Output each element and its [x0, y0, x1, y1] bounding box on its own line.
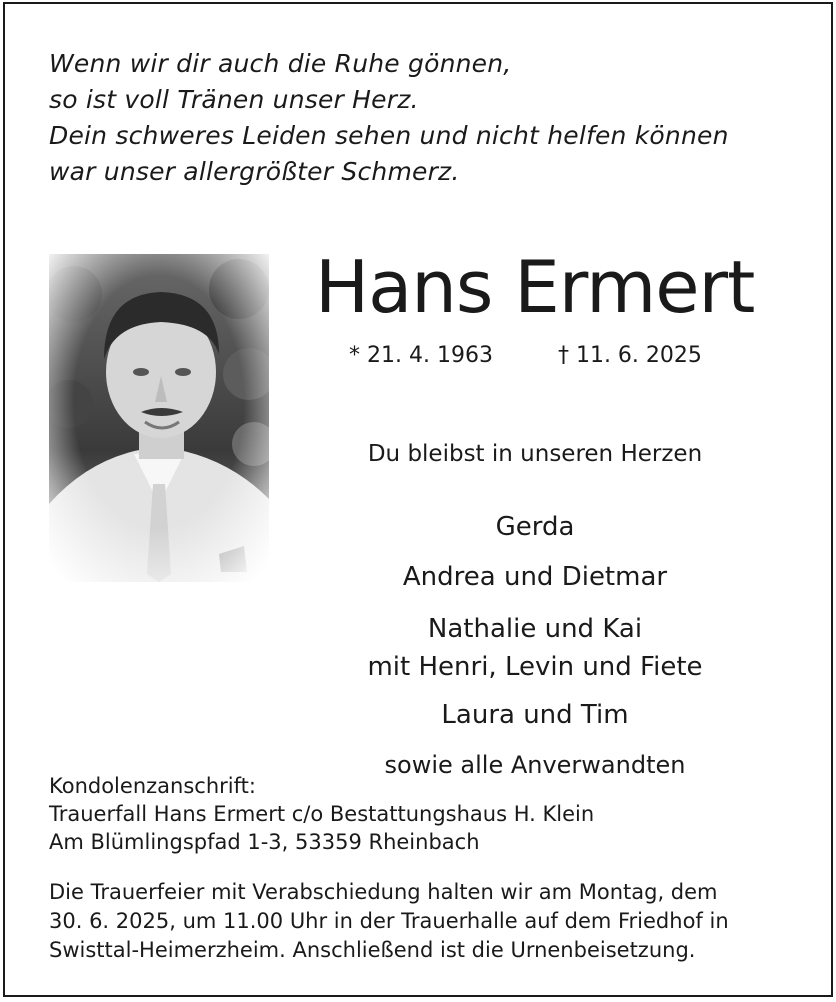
condolence-address: [49, 772, 594, 856]
address-line: Am Blümlingspfad 1-3, 53359 Rheinbach: [49, 830, 480, 854]
family-member: mit Henri, Levin und Fiete: [367, 652, 703, 682]
family-member: Andrea und Dietmar: [402, 562, 668, 592]
ceremony-line: 30. 6. 2025, um 11.00 Uhr in der Trauerhalle auf dem Friedhof in: [49, 909, 729, 933]
obituary-card: [3, 2, 833, 997]
family-member: sowie alle Anverwandten: [384, 751, 686, 779]
family-member: Laura und Tim: [441, 700, 629, 730]
poem-line: Dein schweres Leiden sehen und nicht helfen können: [49, 121, 729, 150]
family-section: [315, 434, 755, 784]
poem-line: Wenn wir dir auch die Ruhe gönnen,: [49, 49, 512, 78]
poem: [49, 46, 729, 190]
family-member: Gerda: [495, 512, 575, 542]
address-label: Kondolenzanschrift:: [49, 774, 256, 798]
poem-line: so ist voll Tränen unser Herz.: [49, 85, 419, 114]
motto: Du bleibst in unseren Herzen: [367, 441, 703, 467]
portrait-photo: [49, 254, 269, 582]
ceremony-line: Die Trauerfeier mit Verabschiedung halten wir am Montag, dem: [49, 880, 718, 904]
birth-date: * 21. 4. 1963: [349, 343, 493, 368]
deceased-name: Hans Ermert: [315, 245, 755, 329]
death-date: † 11. 6. 2025: [557, 343, 702, 368]
life-dates: [349, 343, 702, 368]
poem-line: war unser allergrößter Schmerz.: [49, 157, 460, 186]
ceremony-line: Swisttal-Heimerzheim. Anschließend ist die Urnenbeisetzung.: [49, 938, 696, 962]
family-member: Nathalie und Kai: [427, 614, 643, 644]
address-line: Trauerfall Hans Ermert c/o Bestattungshaus H. Klein: [49, 802, 595, 826]
ceremony-notice: [49, 878, 729, 965]
